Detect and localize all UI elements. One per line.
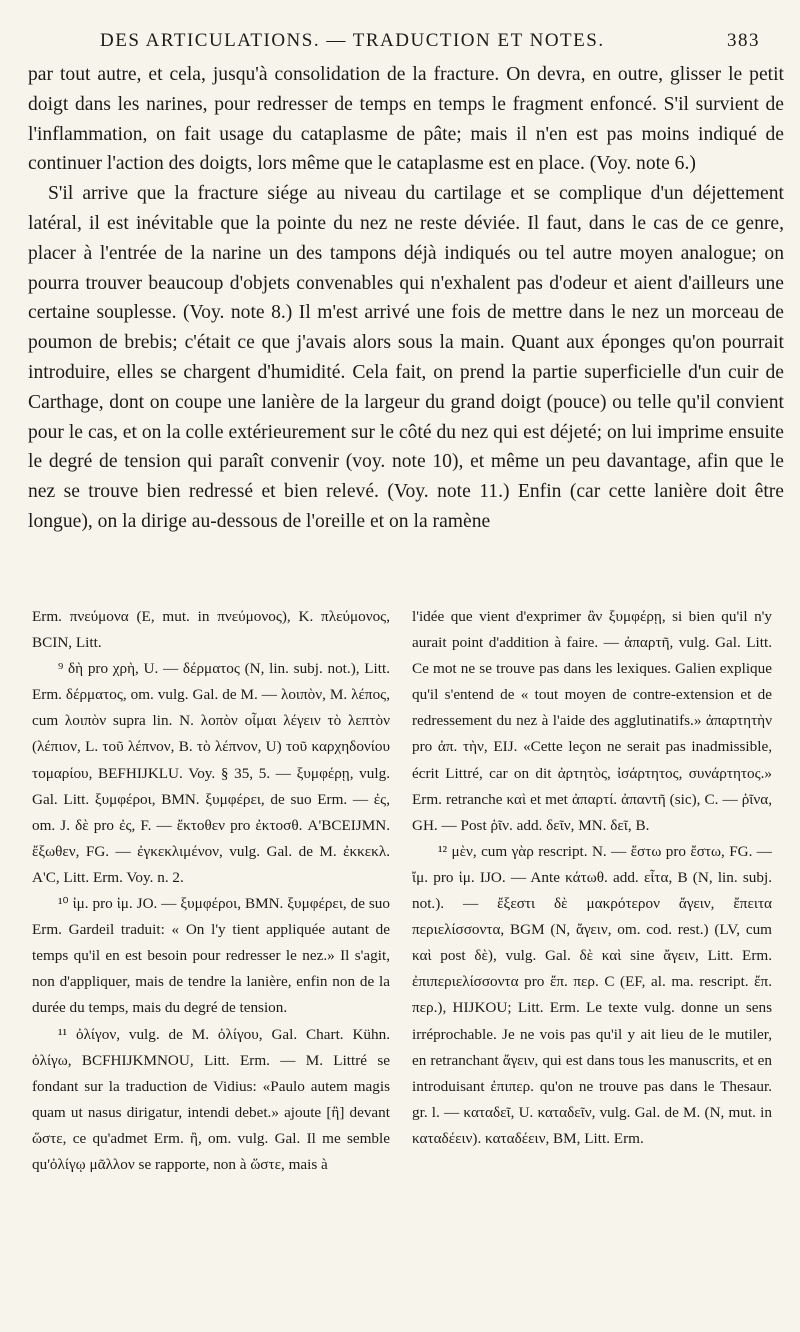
running-title: DES ARTICULATIONS. — TRADUCTION ET NOTES. — [100, 30, 605, 51]
notes-column-left — [32, 604, 390, 1324]
footnote-11-continued: l'idée que vient d'exprimer ἂν ξυμφέρῃ, si bien qu'il n'y aurait point d'addition à faire. — ἀπαρτῆ, vulg. Gal. Litt. Ce mot ne se trouve pas dans les lexiques. Galien explique qu'il s'entend de « tout moyen de contre-extension et de redressement du nez à l'aide des agglutinatifs.» ἀπαρτητὴν pro ἀπ. τὴν, EIJ. «Cette leçon ne serait pas inadmissible, écrit Littré, car on dit ἀρτητὸς, ἰσάρτητος, συνάρτητος.» Erm. retranche καὶ et met ἀπαρτί. ἀπαντῆ (sic), C. — ῥῖνα, GH. — Post ῥῖν. add. δεῖν, MN. δεῖ, B. — [412, 608, 772, 834]
notes-column-right — [412, 604, 772, 1324]
main-paragraph: S'il arrive que la fracture siége au niveau du cartilage et se complique d'un déjettement latéral, il est inévitable que la pointe du nez ne reste déviée. Il faut, dans le cas de ce genre, placer à l'entrée de la narine un des tampons déjà indiqués ou tel autre moyen analogue; on pourra trouver beaucoup d'objets convenables qui n'exhalent pas d'odeur et aient d'ailleurs une certaine souplesse. (Voy. note 8.) Il m'est arrivé une fois de mettre dans le nez un morceau de poumon de brebis; c'était ce que j'avais alors sous la main. Quant aux éponges qu'on pourrait introduire, elles se chargent d'humidité. Cela fait, on prend la partie superficielle d'un cuir de Carthage, dont on coupe une lanière de la largeur du grand doigt (pouce) ou telle qu'il convient pour le cas, et on la colle extérieurement sur le côté du nez qui est déjeté; on lui imprime ensuite le degré de tension qui paraît convenir (voy. note 10), et même un peu davantage, afin que le nez se trouve bien redressé et bien relevé. (Voy. note 11.) Enfin (car cette lanière doit être longue), on la dirige au-dessous de l'oreille et on la ramène — [28, 183, 784, 532]
footnote-9: ⁹ δὴ pro χρὴ, U. — δέρματος (N, lin. subj. not.), Litt. Erm. δέρματος, om. vulg. Gal. de M. — λοιπὸν, M. λέπος, cum λοιπὸν supra lin. N. λοπὸν οἶμαι λέγειν τὸ λεπτὸν (λέπιον, L. τοῦ λέπνον, B. τὸ λέπνον, U) τοῦ καρχηδονίου τομαρίου, BEFHIJKLU. Voy. § 35, 5. — ξυμφέρῃ, vulg. Gal. Litt. ξυμφέροι, BMN. ξυμφέρει, de suo Erm. — ἐς, om. J. δὲ pro ἐς, F. — ἔκτοθεν pro ἐκτοσθ. A'BCEIJMN. ἔξωθεν, FG. — ἐγκεκλιμένον, vulg. Gal. de M. ἐκκεκλ. A'C, Litt. Erm. Voy. n. 2. — [32, 660, 390, 886]
footnote-10: ¹⁰ ἰμ. pro ἱμ. JO. — ξυμφέροι, BMN. ξυμφέρει, de suo Erm. Gardeil traduit: « On l'y tient appliquée autant de temps qu'il en est besoin pour redresser le nez.» Il s'agit, non d'appliquer, mais de tendre la lanière, enfin non de la durée du temps, mais du degré de tension. — [32, 895, 390, 1017]
footnote: Erm. πνεύμονα (E, mut. in πνεύμονος), K. πλεύμονος, BCIN, Litt. — [32, 608, 390, 652]
main-text — [28, 60, 784, 537]
page-number: 383 — [727, 30, 760, 51]
main-paragraph: par tout autre, et cela, jusqu'à consolidation de la fracture. On devra, en outre, glisser le petit doigt dans les narines, pour redresser de temps en temps le fragment enfoncé. S'il survient de l'inflammation, on fait usage du cataplasme de pâte; mais il n'en est pas moins indiqué de continuer l'action des doigts, lors même que le cataplasme est en place. (Voy. note 6.) — [28, 64, 784, 175]
footnote-11: ¹¹ ὀλίγον, vulg. de M. ὀλίγου, Gal. Chart. Kühn. ὀλίγω, BCFHIJKMNOU, Litt. Erm. — M. Littré se fondant sur la traduction de Vidius: «Paulo autem magis quam ut nasus dirigatur, intendi debet.» ajoute [ἢ] devant ὥστε, ce qu'admet Erm. ἢ, om. vulg. Gal. Il me semble qu'ὀλίγῳ μᾶλλον se rapporte, non à ὥστε, mais à — [32, 1025, 390, 1173]
running-header — [28, 30, 772, 60]
footnote-12: ¹² μὲν, cum γὰρ rescript. N. — ἔστω pro ἔστω, FG. — ἴμ. pro ἱμ. IJO. — Ante κάτωθ. add. εἶτα, B (N, lin. subj. not.). — ἔξεστι δὲ μακρότερον ἄγειν, ἔπειτα περιελίσσοντα, BGM (N, ἄγειν, om. cod. rest.) (LV, cum καὶ post δὲ), vulg. Gal. δὲ καὶ sine ἄγειν, Litt. Erm. ἐπιπεριελίσσοντα pro ἔπ. περ. C (EF, al. ma. rescript. ἔπ. περ.), HIJKOU; Litt. Erm. Le texte vulg. donne un sens irréprochable. Je ne vois pas qu'il y ait lieu de le mutiler, en retranchant ἄγειν, qui est dans tous les manuscrits, et en introduisant ἐπιπερ. qu'on ne trouve pas dans le Thesaur. gr. l. — καταδεῖ, U. καταδεῖν, vulg. Gal. de M. (N, mut. in καταδέειν). καταδέειν, BM, Litt. Erm. — [412, 842, 772, 1147]
